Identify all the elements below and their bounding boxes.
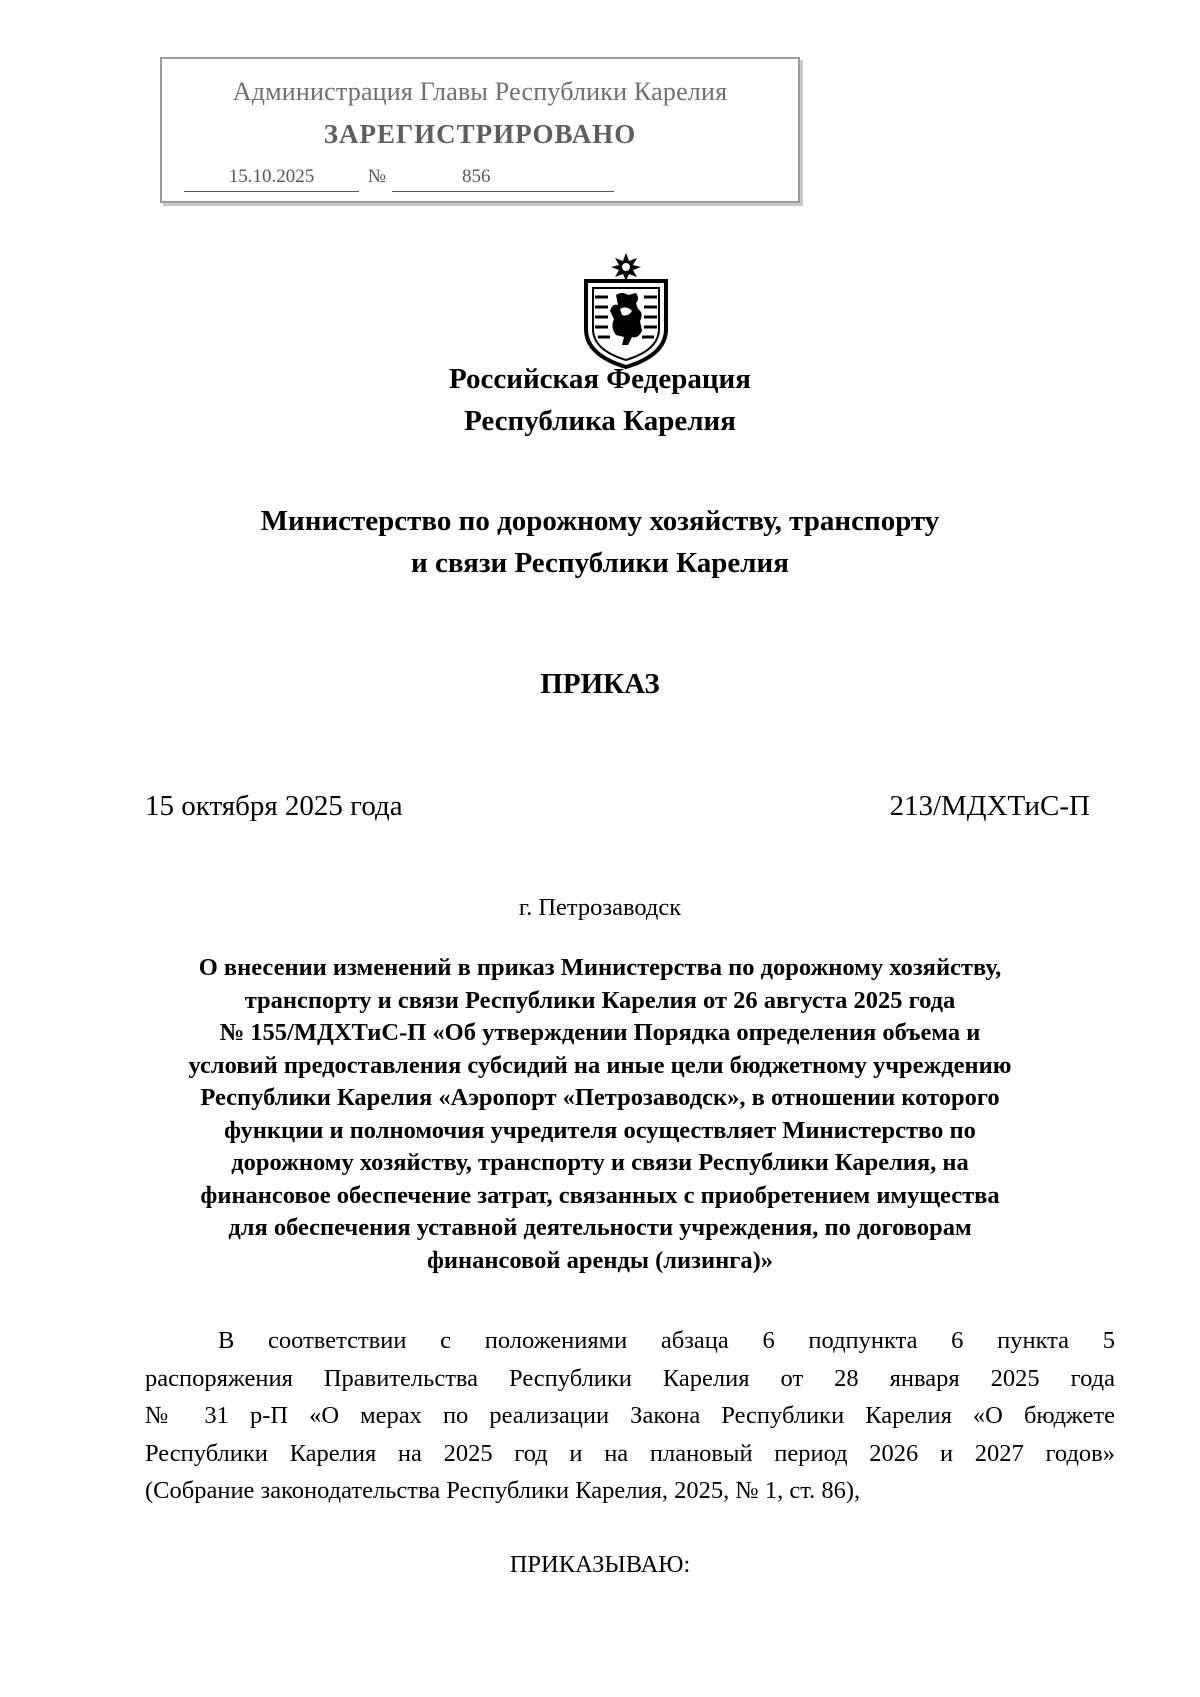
stamp-number: 856	[392, 163, 614, 192]
subject-line: транспорту и связи Республики Карелия от 26 августа 2025 года	[244, 986, 956, 1014]
header-country: Российская Федерация	[449, 363, 751, 395]
body-line: В соответствии с положениями абзаца 6 подпункта 6 пункта 5	[218, 1327, 1115, 1354]
document-type-title: ПРИКАЗ	[540, 668, 660, 700]
subject-line: дорожному хозяйству, транспорту и связи Республики Карелия, на	[231, 1149, 969, 1176]
document-city: г. Петрозаводск	[518, 894, 682, 921]
body-paragraph	[145, 1322, 1115, 1510]
header-republic: Республика Карелия	[464, 405, 736, 437]
stamp-date: 15.10.2025	[184, 163, 359, 192]
subject-line: финансовое обеспечение затрат, связанных с приобретением имущества	[200, 1181, 1000, 1209]
stamp-authority: Администрация Главы Республики Карелия	[232, 77, 728, 106]
stamp-status: ЗАРЕГИСТРИРОВАНО	[323, 119, 637, 149]
body-line: распоряжения Правительства Республики Карелия от 28 января 2025 года	[145, 1364, 1115, 1392]
document-date: 15 октября 2025 года	[145, 790, 403, 822]
karelia-coat-of-arms-icon	[578, 251, 674, 369]
document-subject	[0, 952, 1200, 1277]
subject-line: для обеспечения уставной деятельности учреждения, по договорам	[228, 1214, 972, 1241]
document-number: 213/МДХТиС-П	[889, 790, 1090, 822]
subject-line: № 155/МДХТиС-П «Об утверждении Порядка определения объема и	[219, 1019, 981, 1046]
header-ministry-line2: и связи Республики Карелия	[411, 547, 789, 579]
body-line: № 31 р-П «О мерах по реализации Закона Республики Карелия «О бюджете	[145, 1402, 1115, 1429]
body-line: Республики Карелия на 2025 год и на плановый период 2026 и 2027 годов»	[145, 1439, 1115, 1467]
subject-line: О внесении изменений в приказ Министерства по дорожному хозяйству,	[198, 954, 1002, 981]
subject-line: финансовой аренды (лизинга)»	[426, 1246, 773, 1274]
stamp-number-label: №	[367, 166, 387, 187]
subject-line: Республики Карелия «Аэропорт «Петрозаводск», в отношении которого	[200, 1084, 1000, 1111]
header-ministry-line1: Министерство по дорожному хозяйству, транспорту	[260, 505, 940, 537]
order-word: ПРИКАЗЫВАЮ:	[509, 1551, 691, 1578]
registration-stamp	[160, 57, 800, 203]
body-line: (Собрание законодательства Республики Карелия, 2025, № 1, ст. 86),	[145, 1477, 861, 1504]
subject-line: условий предоставления субсидий на иные цели бюджетному учреждению	[188, 1051, 1012, 1079]
subject-line: функции и полномочия учредителя осуществляет Министерство по	[224, 1116, 976, 1144]
